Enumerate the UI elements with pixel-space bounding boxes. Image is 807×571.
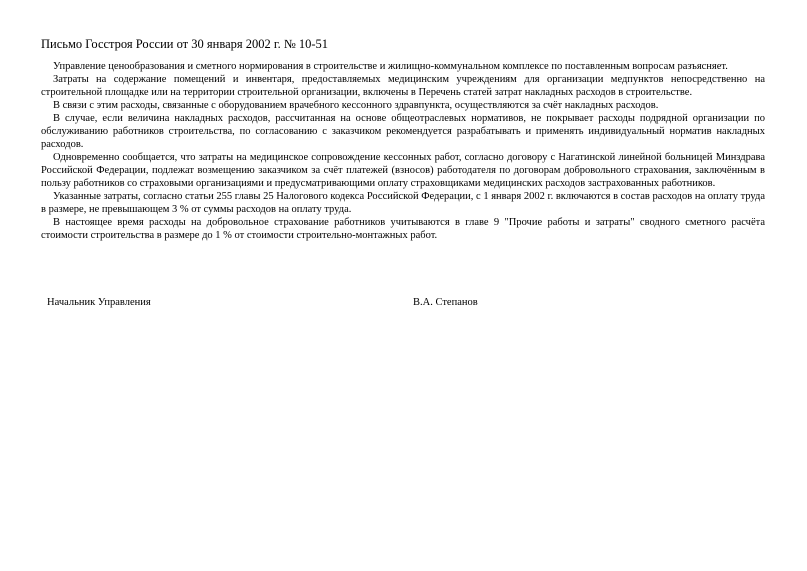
paragraph: В настоящее время расходы на добровольное страхование работников учитываются в главе 9 "Прочие работы и затраты" сводного сметного расчёта стоимости строительства в размере до 1 % от стоимости строительно-монтажных работ.: [41, 217, 765, 241]
paragraph: Управление ценообразования и сметного нормирования в строительстве и жилищно-коммунальном комплексе по поставленным вопросам разъясняет.: [53, 61, 728, 72]
signature-position: Начальник Управления: [47, 297, 151, 308]
paragraph: Затраты на содержание помещений и инвентаря, предоставляемых медицинским учреждениям для организации медпунктов непосредственно на строительной площадке или на территории строительной организации, включены в Перечень статей затрат накладных расходов в строительстве.: [41, 74, 765, 98]
document-body: [41, 60, 765, 242]
paragraph: Одновременно сообщается, что затраты на медицинское сопровождение кессонных работ, согласно договору с Нагатинской линейной больницей Минздрава Российской Федерации, подлежат возмещению заказчиком за счёт платежей (взносов) работодателя по договорам добровольного страхования, заключённым в пользу работников со страховыми организациями и предусматривающими оплату страховщиками медицинских расходов застрахованных работников.: [41, 152, 765, 189]
paragraph: Указанные затраты, согласно статьи 255 главы 25 Налогового кодекса Российской Федерации, с 1 января 2002 г. включаются в состав расходов на оплату труда в размере, не превышающем 3 % от суммы расходов на оплату труда.: [41, 191, 765, 215]
signature-name: В.А. Степанов: [413, 297, 478, 308]
document-title: Письмо Госстроя России от 30 января 2002 г. № 10-51: [41, 37, 329, 51]
paragraph: В случае, если величина накладных расходов, рассчитанная на основе общеотраслевых нормативов, не покрывает расходы подрядной организации по обслуживанию работников строительства, по согласованию с заказчиком рекомендуется разрабатывать и применять индивидуальный норматив накладных расходов.: [41, 113, 765, 150]
paragraph: В связи с этим расходы, связанные с оборудованием врачебного кессонного здравпункта, осуществляются за счёт накладных расходов.: [53, 100, 659, 111]
